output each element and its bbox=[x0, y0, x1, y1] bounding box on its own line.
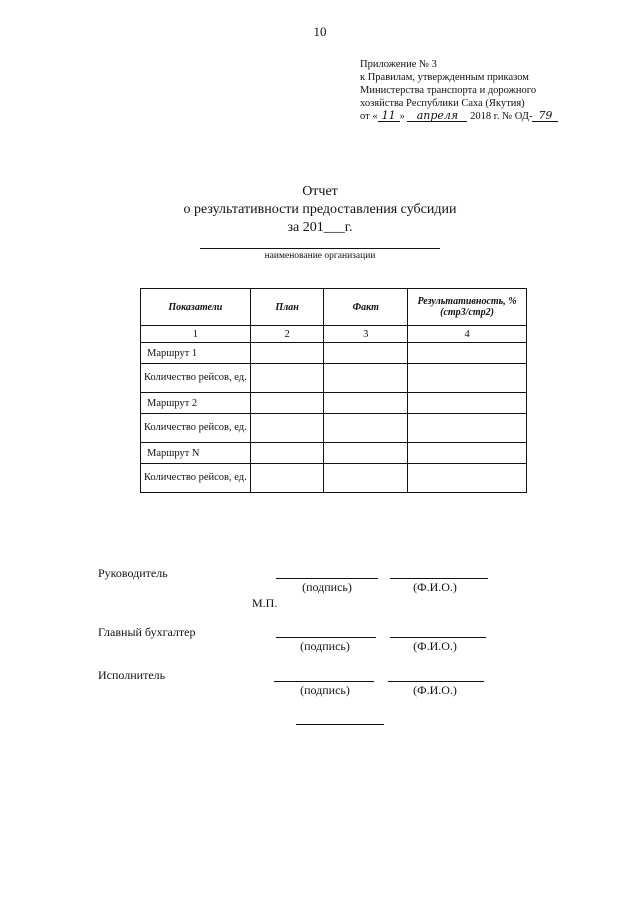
closing-separator-line bbox=[296, 724, 384, 725]
column-number-row bbox=[141, 326, 527, 343]
accountant-name-line bbox=[390, 637, 486, 638]
executor-signature-line bbox=[274, 681, 374, 682]
head-signature-line bbox=[276, 578, 378, 579]
executor-signature-caption: (подпись) bbox=[300, 683, 350, 697]
table-row bbox=[141, 364, 527, 393]
date-year: 2018 г. № ОД- bbox=[470, 111, 533, 122]
date-day: 11 bbox=[378, 111, 400, 122]
empty-cell bbox=[324, 364, 408, 393]
column-number: 4 bbox=[408, 326, 527, 343]
empty-cell bbox=[250, 343, 324, 364]
head-signature-caption: (подпись) bbox=[302, 580, 352, 594]
indicator-label: Количество рейсов, ед. bbox=[141, 414, 251, 443]
appendix-line-2: к Правилам, утвержденным приказом bbox=[360, 72, 529, 83]
table-row bbox=[141, 393, 527, 414]
empty-cell bbox=[408, 393, 527, 414]
empty-cell bbox=[408, 414, 527, 443]
table-row bbox=[141, 464, 527, 493]
empty-cell bbox=[324, 393, 408, 414]
accountant-label: Главный бухгалтер bbox=[98, 625, 196, 639]
indicator-label: Количество рейсов, ед. bbox=[141, 464, 251, 493]
date-mid: » bbox=[399, 111, 405, 122]
empty-cell bbox=[408, 464, 527, 493]
appendix-line-1: Приложение № 3 bbox=[360, 59, 437, 70]
accountant-signature-line bbox=[276, 637, 376, 638]
table-row bbox=[141, 443, 527, 464]
head-name-line bbox=[390, 578, 488, 579]
organization-name-line bbox=[200, 248, 440, 249]
empty-cell bbox=[250, 443, 324, 464]
header-indicators: Показатели bbox=[141, 289, 251, 326]
appendix-line-4: хозяйства Республики Саха (Якутия) bbox=[360, 98, 525, 109]
appendix-block bbox=[360, 58, 558, 123]
executor-name-caption: (Ф.И.О.) bbox=[413, 683, 457, 697]
date-prefix: от « bbox=[360, 111, 378, 122]
head-name-caption: (Ф.И.О.) bbox=[413, 580, 457, 594]
page-number: 10 bbox=[313, 24, 327, 39]
accountant-signature-caption: (подпись) bbox=[300, 639, 350, 653]
empty-cell bbox=[250, 464, 324, 493]
accountant-name-caption: (Ф.И.О.) bbox=[413, 639, 457, 653]
column-number: 1 bbox=[141, 326, 251, 343]
empty-cell bbox=[408, 364, 527, 393]
date-number: 79 bbox=[532, 111, 558, 122]
empty-cell bbox=[324, 443, 408, 464]
empty-cell bbox=[250, 414, 324, 443]
title-line-2: о результативности предоставления субсидии bbox=[183, 202, 457, 217]
empty-cell bbox=[250, 393, 324, 414]
route-name: Маршрут 1 bbox=[141, 343, 251, 364]
route-name: Маршрут 2 bbox=[141, 393, 251, 414]
head-label: Руководитель bbox=[98, 566, 168, 580]
organization-caption: наименование организации bbox=[264, 251, 376, 261]
executor-name-line bbox=[388, 681, 484, 682]
header-effectiveness: Результативность, % (стр3/стр2) bbox=[408, 289, 527, 326]
header-plan: План bbox=[250, 289, 324, 326]
empty-cell bbox=[408, 443, 527, 464]
executor-label: Исполнитель bbox=[98, 668, 166, 682]
column-number: 3 bbox=[324, 326, 408, 343]
indicator-label: Количество рейсов, ед. bbox=[141, 364, 251, 393]
title-line-3: за 201___г. bbox=[287, 220, 353, 235]
title-line-1: Отчет bbox=[302, 184, 338, 199]
report-table bbox=[140, 288, 527, 493]
table-header-row bbox=[141, 289, 527, 326]
empty-cell bbox=[324, 464, 408, 493]
header-fact: Факт bbox=[324, 289, 408, 326]
appendix-date-line bbox=[360, 110, 558, 123]
stamp-place: М.П. bbox=[252, 596, 278, 610]
route-name: Маршрут N bbox=[141, 443, 251, 464]
empty-cell bbox=[324, 414, 408, 443]
table-row bbox=[141, 414, 527, 443]
appendix-line-3: Министерства транспорта и дорожного bbox=[360, 85, 537, 96]
date-month: апреля bbox=[407, 111, 467, 122]
empty-cell bbox=[250, 364, 324, 393]
empty-cell bbox=[408, 343, 527, 364]
empty-cell bbox=[324, 343, 408, 364]
table-row bbox=[141, 343, 527, 364]
column-number: 2 bbox=[250, 326, 324, 343]
